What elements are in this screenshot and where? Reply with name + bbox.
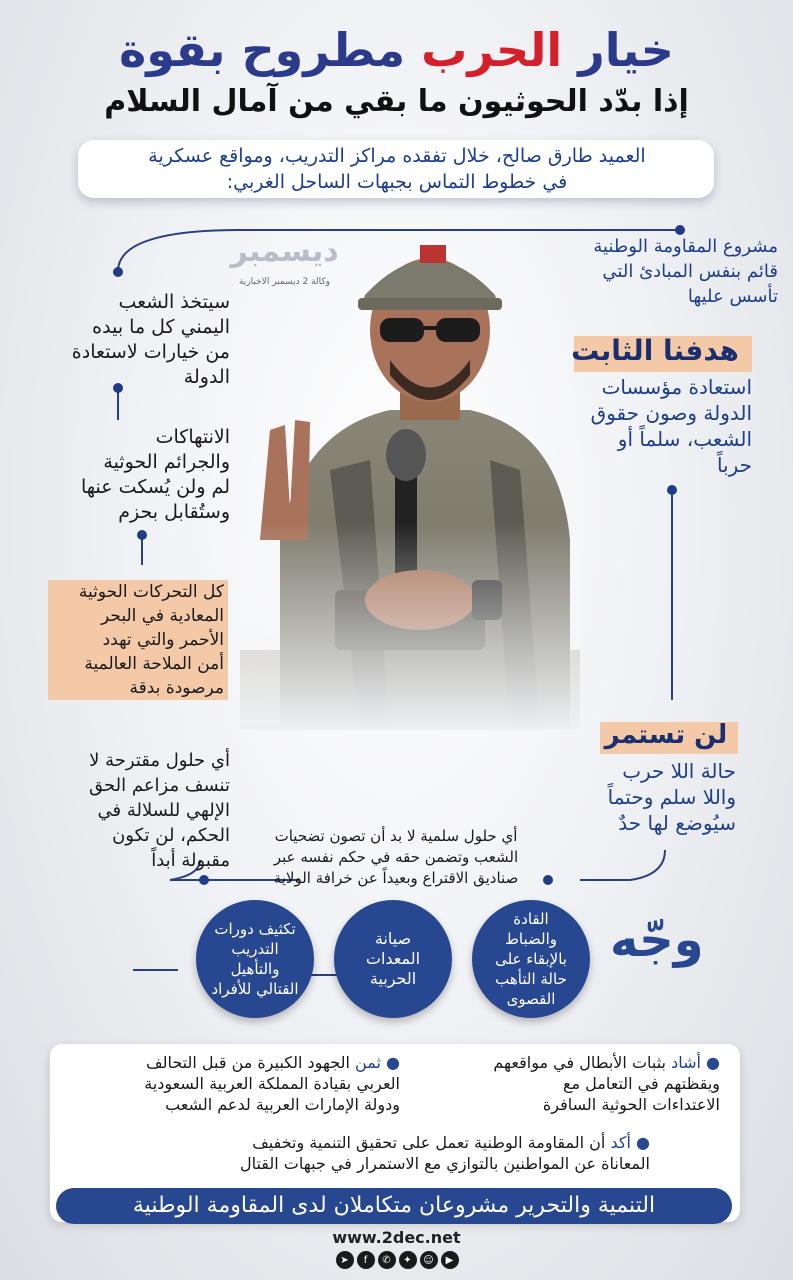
directive-circle-training [196, 900, 314, 1018]
text-line: تنسف مزاعم الحق [89, 775, 230, 796]
intro-line: في خطوط التماس بجبهات الساحل الغربي: [226, 171, 568, 193]
social-icons [332, 1251, 462, 1271]
text-line: المعادية في البحر [100, 606, 224, 626]
text-line: بثبات الأبطال في مواقعهم [493, 1053, 666, 1072]
text-line: الشعب وتضمن حقه في حكم نفسه عبر [273, 848, 519, 866]
title-word-3: مطروح بقوة [119, 23, 406, 77]
text-line: الدولة وصون حقوق [590, 401, 752, 425]
text-line: العربي بقيادة المملكة العربية السعودية [144, 1074, 400, 1093]
statement-key: أشاد [671, 1053, 701, 1072]
snapchat-icon[interactable]: ☺ [420, 1251, 438, 1269]
text-line: الاعتداءات الحوثية السافرة [542, 1095, 720, 1114]
directive-label: صيانة المعدات الحربية [365, 929, 421, 988]
text-line: من خيارات لاستعادة [71, 341, 230, 363]
directives-heading: وجّه [610, 912, 704, 968]
text-line: ودولة الإمارات العربية لدعم الشعب [165, 1095, 400, 1114]
goal-text [520, 374, 752, 478]
text-line: حالة اللا حرب [622, 759, 736, 783]
text-line: الدولة [183, 366, 230, 388]
youtube-icon[interactable]: ▶ [441, 1251, 459, 1269]
project-statement [480, 234, 778, 309]
text-line: والجرائم الحوثية [103, 451, 230, 473]
text-line: الشعب، سلماً أو [617, 427, 752, 451]
agency-logo-subtitle: وكالة 2 ديسمبر الاخبارية [238, 277, 331, 287]
text-line: الأحمر والتي تهدد [102, 630, 224, 650]
text-line: ويقظتهم في التعامل مع [562, 1074, 720, 1093]
affirmation-statement [160, 1132, 650, 1174]
text-line: صناديق الاقتراع وبعيداً عن خرافة الولاية [273, 869, 519, 887]
facebook-icon[interactable]: f [357, 1251, 375, 1269]
continue-heading: لن تستمر [604, 720, 728, 750]
text-line: قائم بنفس المبادئ التي [602, 261, 778, 282]
title-word-1: خيار [578, 23, 674, 77]
crimes-statement [30, 425, 230, 525]
text-line: أن المقاومة الوطنية تعمل على تحقيق التنمية وتخفيف [252, 1133, 606, 1152]
statement-key: ثمن [355, 1053, 381, 1072]
text-line: الجهود الكبيرة من قبل التحالف [146, 1053, 350, 1072]
text-line: مشروع المقاومة الوطنية [593, 236, 778, 257]
agency-logo: ديسمبر [230, 234, 339, 269]
text-line: استعادة مؤسسات [601, 375, 752, 399]
text-line: مقبولة أبداً [151, 850, 230, 871]
bottom-banner: التنمية والتحرير مشروعان متكاملان لدى المقاومة الوطنية [56, 1188, 732, 1224]
text-line: واللا سلم وحتماً [607, 785, 736, 809]
text-line: أي حلول سلمية لا بد أن تصون تضحيات [274, 827, 518, 845]
directive-label: القادة والضباط بالإبقاء على حالة التأهب القصوى [495, 910, 567, 1008]
text-line: أمن الملاحة العالمية [84, 654, 224, 674]
title-word-2: الحرب [421, 23, 563, 77]
intro-line: العميد طارق صالح، خلال تفقده مراكز التدريب، ومواقع عسكرية [148, 145, 646, 167]
telegram-icon[interactable]: ➤ [336, 1251, 354, 1269]
text-line: الحكم، لن تكون [112, 825, 230, 846]
directive-circle-alert [472, 900, 590, 1018]
text-line: المعاناة عن المواطنين بالتوازي مع الاستمرار في جبهات القتال [239, 1154, 650, 1173]
text-line: الانتهاكات [155, 426, 230, 448]
page-subtitle: إذا بدّد الحوثيون ما بقي من آمال السلام [104, 84, 689, 119]
bullet-dot: ● [706, 1053, 720, 1072]
peace-statement [238, 826, 554, 889]
praise-statement [420, 1052, 720, 1115]
text-line: لم ولن يُسكت عنها [81, 476, 230, 498]
text-line: سيتخذ الشعب [118, 291, 230, 313]
continue-text [540, 758, 736, 836]
text-line: سيُوضع لها حدٌ [618, 811, 736, 835]
bullet-dot: ● [386, 1053, 400, 1072]
text-line: تأسس عليها [687, 286, 778, 307]
text-line: مرصودة بدقة [129, 678, 224, 698]
people-statement [20, 290, 230, 390]
text-line: اليمني كل ما بيده [92, 316, 230, 338]
solutions-statement [30, 748, 230, 873]
moves-statement [40, 580, 224, 700]
statement-key: أكد [610, 1133, 631, 1152]
goal-heading: هدفنا الثابت [571, 334, 739, 367]
text-line: حرباً [716, 453, 752, 477]
bullet-dot: ● [636, 1133, 650, 1152]
text-line: أي حلول مقترحة لا [89, 750, 230, 771]
directive-circle-maintenance [334, 900, 452, 1018]
text-line: وستُقابل بحزم [118, 501, 230, 523]
twitter-icon[interactable]: ✦ [399, 1251, 417, 1269]
directive-label: تكثيف دورات التدريب والتأهيل القتالي للأفراد [211, 920, 299, 998]
text-line: الإلهي للسلالة في [97, 800, 230, 821]
appreciation-statement [70, 1052, 400, 1115]
text-line: كل التحركات الحوثية [78, 582, 224, 602]
whatsapp-icon[interactable]: ✆ [378, 1251, 396, 1269]
website-url[interactable]: www.2dec.net [332, 1228, 461, 1247]
